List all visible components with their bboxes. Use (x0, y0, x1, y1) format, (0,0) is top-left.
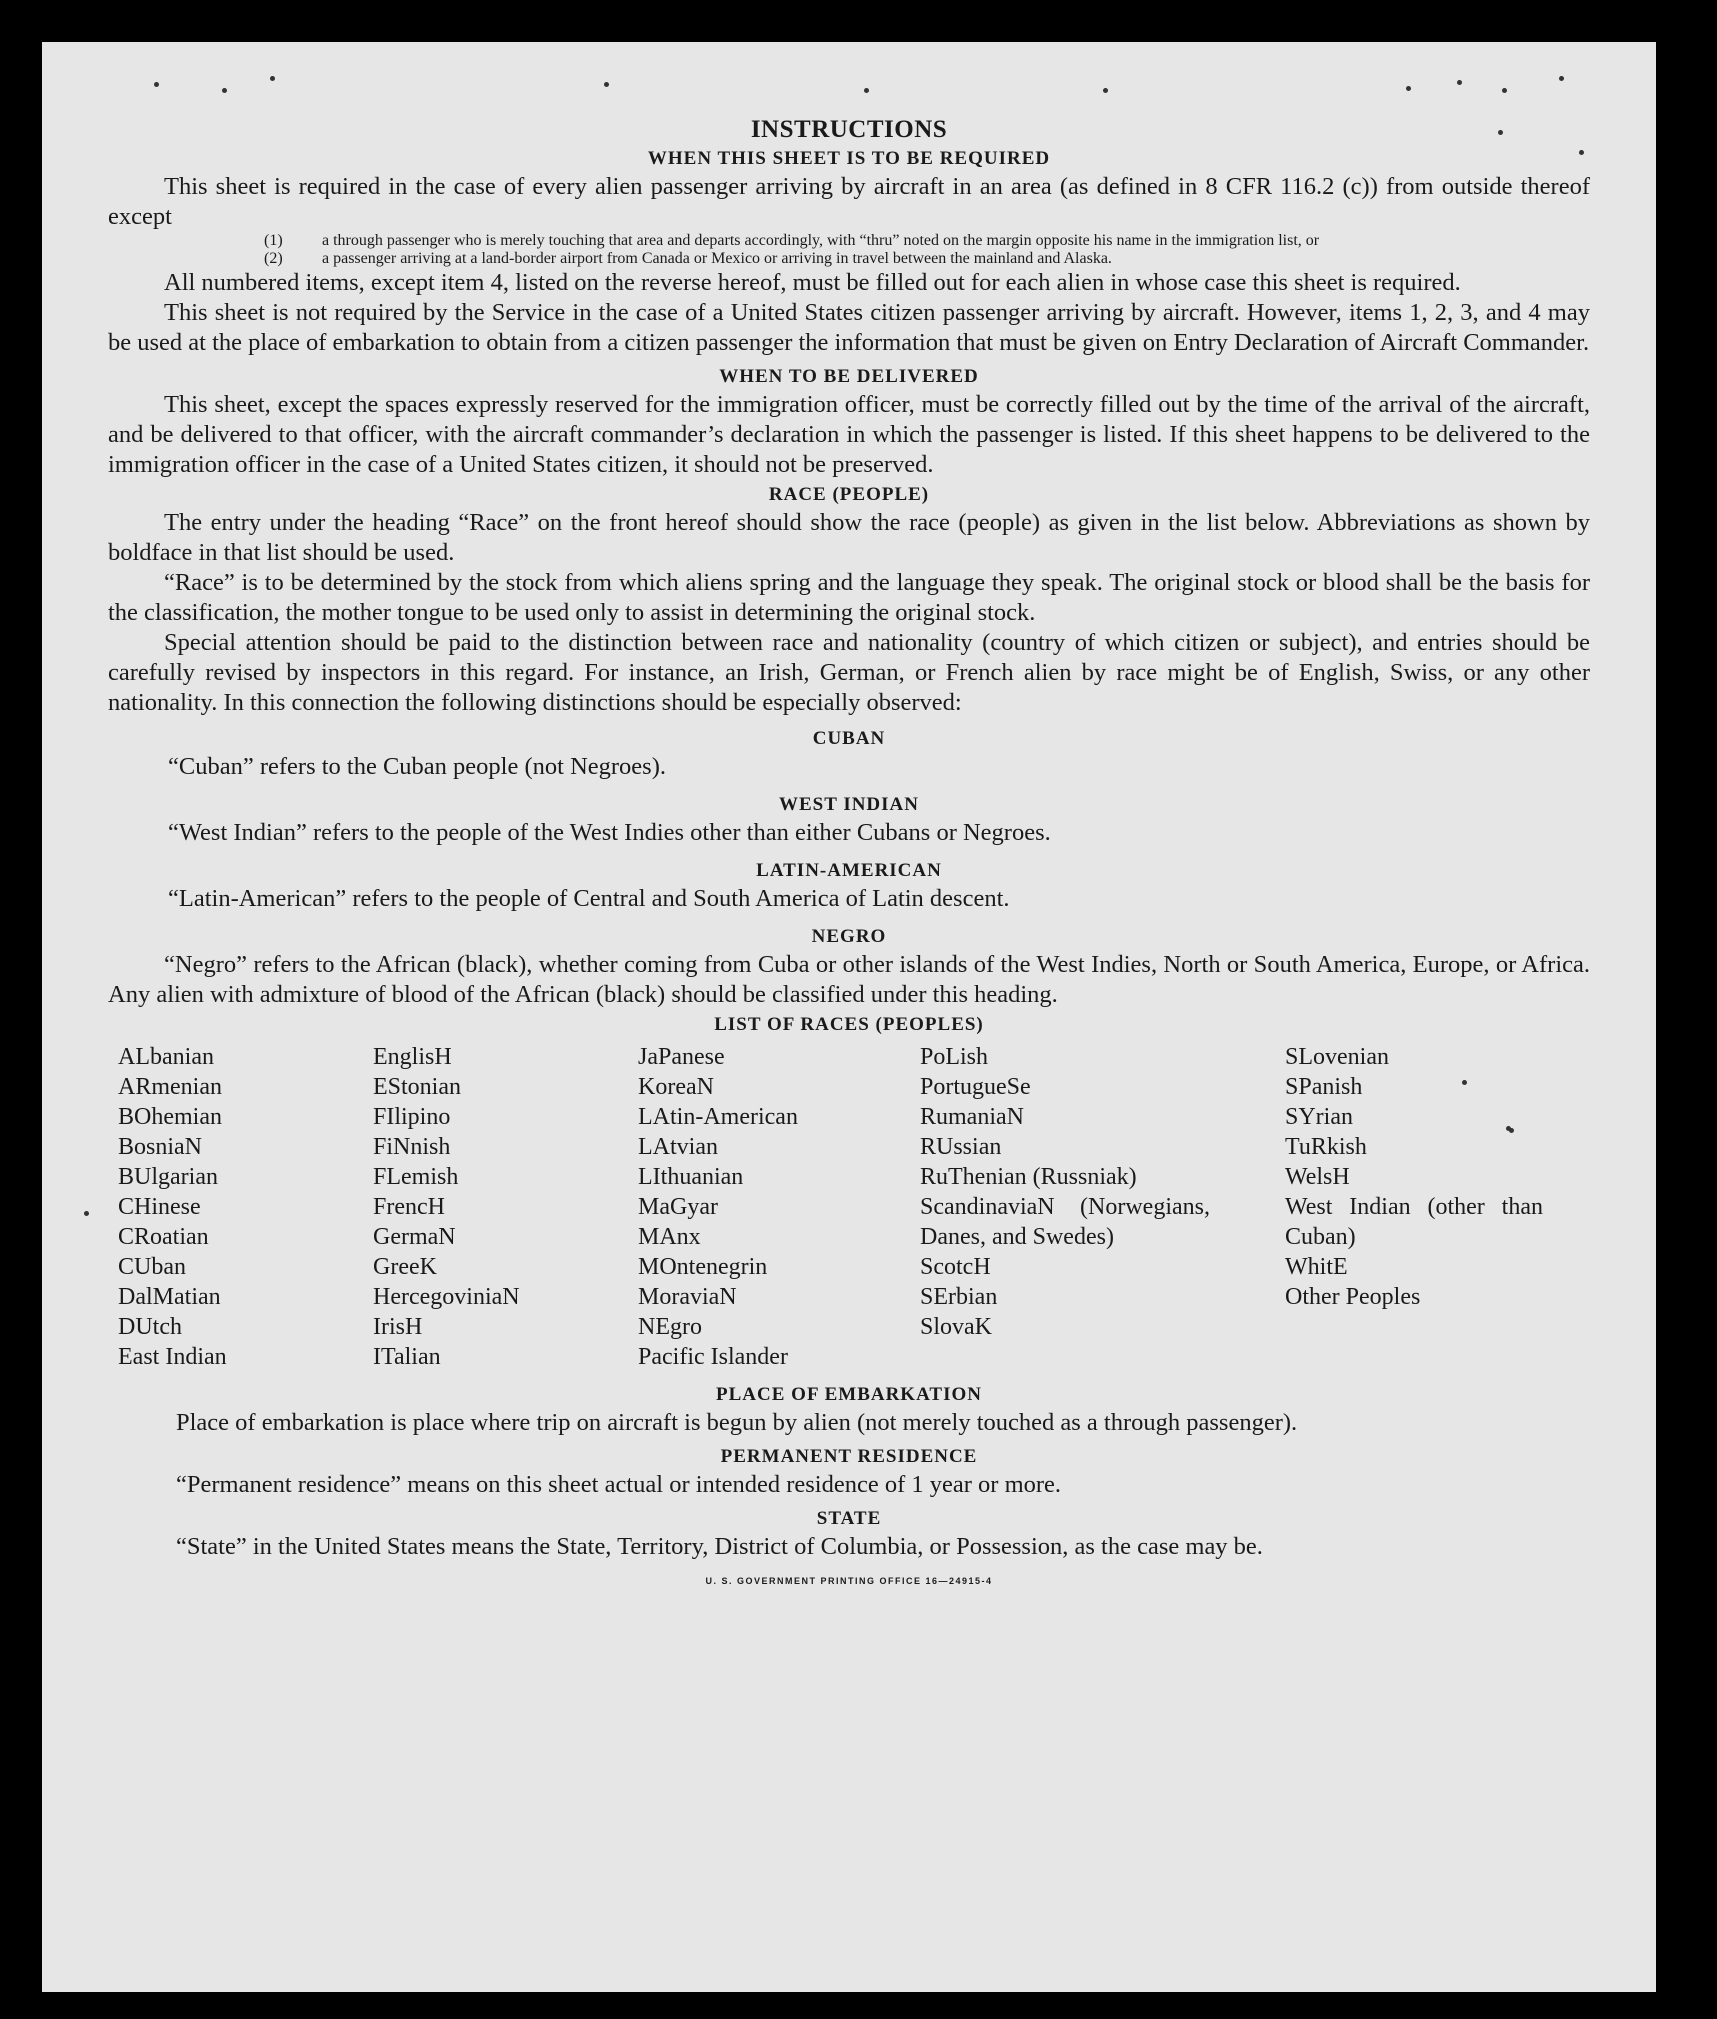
section-heading: LIST OF RACES (PEOPLES) (714, 1014, 984, 1035)
race-entry: RumaniaN (920, 1104, 1024, 1130)
paragraph: This sheet is required in the case of every alien passenger arriving by aircraft in an area (as defined in 8 CFR 116.2 (c)) from outside thereof except (108, 173, 1590, 230)
speck (84, 1211, 89, 1216)
race-entry: HercegoviniaN (373, 1284, 520, 1310)
race-entry: ScandinaviaN (Norwegians, Danes, and Swedes) (920, 1194, 1210, 1250)
race-entry: TuRkish (1285, 1134, 1367, 1160)
section-heading: CUBAN (812, 728, 886, 749)
section-heading: WHEN THIS SHEET IS TO BE REQUIRED (647, 148, 1051, 169)
paragraph: All numbered items, except item 4, listed on the reverse hereof, must be filled out for each alien in whose case this sheet is required. (164, 269, 1461, 296)
race-list (108, 1042, 1590, 1372)
item-number: (1) (264, 232, 283, 249)
race-entry: Pacific Islander (638, 1344, 788, 1370)
race-column (1285, 1042, 1543, 1372)
section-heading: PLACE OF EMBARKATION (716, 1384, 982, 1405)
section-heading: RACE (PEOPLE) (768, 484, 930, 505)
race-entry: WhitE (1285, 1254, 1348, 1280)
list-item (108, 232, 1590, 250)
paragraph: The entry under the heading “Race” on the front hereof should show the race (people) as given in the list below. Abbreviations as shown by boldface in that list should be used. (108, 509, 1590, 566)
race-entry: SlovaK (920, 1314, 992, 1340)
race-entry: West Indian (other than Cuban) (1285, 1194, 1543, 1250)
race-entry: Other Peoples (1285, 1284, 1421, 1310)
race-entry: MoraviaN (638, 1284, 737, 1310)
race-entry: FrencH (373, 1194, 445, 1220)
race-entry: CHinese (118, 1194, 201, 1220)
race-column (638, 1042, 920, 1372)
race-entry: IrisH (373, 1314, 423, 1340)
race-entry: EnglisH (373, 1044, 452, 1070)
race-entry: RuThenian (Russniak) (920, 1164, 1137, 1190)
item-text: a passenger arriving at a land-border airport from Canada or Mexico or arriving in travel between the mainland and Alaska. (322, 250, 1112, 267)
paragraph: “State” in the United States means the State, Territory, District of Columbia, or Possession, as the case may be. (176, 1533, 1263, 1560)
race-entry: JaPanese (638, 1044, 725, 1070)
race-entry: ARmenian (118, 1074, 222, 1100)
race-entry: FLemish (373, 1164, 459, 1190)
paragraph: “West Indian” refers to the people of the West Indies other than either Cubans or Negroes. (168, 819, 1051, 846)
race-column (920, 1042, 1210, 1372)
paragraph: “Latin-American” refers to the people of Central and South America of Latin descent. (168, 885, 1010, 912)
race-entry: CUban (118, 1254, 186, 1280)
section-heading: STATE (816, 1508, 882, 1529)
race-entry: DalMatian (118, 1284, 221, 1310)
section-heading: WEST INDIAN (779, 794, 919, 815)
race-entry: RUssian (920, 1134, 1002, 1160)
race-entry: ScotcH (920, 1254, 991, 1280)
section-heading: NEGRO (811, 926, 887, 947)
paragraph: This sheet is not required by the Service in the case of a United States citizen passenger arriving by aircraft. However, items 1, 2, 3, and 4 may be used at the place of embarkation to obtain from a citizen passenger the information that must be given on Entry Declaration of Aircraft Commander. (108, 299, 1590, 356)
race-entry: MaGyar (638, 1194, 718, 1220)
race-entry: GermaN (373, 1224, 456, 1250)
item-number: (2) (264, 250, 283, 267)
race-entry: LIthuanian (638, 1164, 744, 1190)
race-entry: BOhemian (118, 1104, 222, 1130)
paragraph: “Permanent residence” means on this sheet actual or intended residence of 1 year or more. (176, 1471, 1062, 1498)
race-column (373, 1042, 638, 1372)
printer-imprint: U. S. GOVERNMENT PRINTING OFFICE 16—24915-4 (705, 1576, 993, 1586)
race-entry: SErbian (920, 1284, 998, 1310)
race-entry: DUtch (118, 1314, 182, 1340)
race-entry: LAtin-American (638, 1104, 798, 1130)
paragraph: This sheet, except the spaces expressly reserved for the immigration officer, must be correctly filled out by the time of the arrival of the aircraft, and be delivered to that officer, with the aircraft commander’s declaration in which the passenger is listed. If this sheet happens to be delivered to the immigration officer in the case of a United States citizen, it should not be preserved. (108, 391, 1590, 478)
race-entry: CRoatian (118, 1224, 209, 1250)
paragraph: Special attention should be paid to the distinction between race and nationality (country of which citizen or subject), and entries should be carefully revised by inspectors in this regard. For instance, an Irish, German, or French alien by race might be of English, Swiss, or any other nationality. In this connection the following distinctions should be especially observed: (108, 629, 1590, 716)
race-column (108, 1042, 373, 1372)
race-entry: BUlgarian (118, 1164, 218, 1190)
race-entry: BosniaN (118, 1134, 202, 1160)
race-entry: PoLish (920, 1044, 989, 1070)
paragraph: “Negro” refers to the African (black), whether coming from Cuba or other islands of the West Indies, North or South America, Europe, or Africa. Any alien with admixture of blood of the African (black) should be classified under this heading. (108, 951, 1590, 1008)
paragraph: “Race” is to be determined by the stock from which aliens spring and the language they speak. The original stock or blood shall be the basis for the classification, the mother tongue to be used only to assist in determining the original stock. (108, 569, 1590, 626)
race-entry: LAtvian (638, 1134, 718, 1160)
race-entry: MAnx (638, 1224, 701, 1250)
instructions-content (108, 70, 1590, 1586)
race-entry: East Indian (118, 1344, 227, 1370)
race-entry: FiNnish (373, 1134, 451, 1160)
paragraph: “Cuban” refers to the Cuban people (not Negroes). (168, 753, 666, 780)
race-entry: SYrian (1285, 1104, 1353, 1130)
page-title: INSTRUCTIONS (750, 116, 948, 143)
race-entry: NEgro (638, 1314, 702, 1340)
section-heading: PERMANENT RESIDENCE (720, 1446, 978, 1467)
race-entry: WelsH (1285, 1164, 1350, 1190)
race-entry: FIlipino (373, 1104, 451, 1130)
race-entry: KoreaN (638, 1074, 714, 1100)
race-entry: ITalian (373, 1344, 441, 1370)
race-entry: PortugueSe (920, 1074, 1031, 1100)
race-entry: EStonian (373, 1074, 461, 1100)
item-text: a through passenger who is merely touching that area and departs accordingly, with “thru” noted on the margin opposite his name in the immigration list, or (322, 232, 1320, 249)
section-heading: WHEN TO BE DELIVERED (719, 366, 979, 387)
race-entry: SPanish (1285, 1074, 1363, 1100)
race-entry: MOntenegrin (638, 1254, 768, 1280)
paragraph: Place of embarkation is place where trip on aircraft is begun by alien (not merely touched as a through passenger). (176, 1409, 1298, 1436)
race-entry: GreeK (373, 1254, 437, 1280)
race-entry: SLovenian (1285, 1044, 1389, 1070)
section-heading: LATIN-AMERICAN (756, 860, 942, 881)
race-entry: ALbanian (118, 1044, 214, 1070)
list-item (108, 250, 1590, 268)
